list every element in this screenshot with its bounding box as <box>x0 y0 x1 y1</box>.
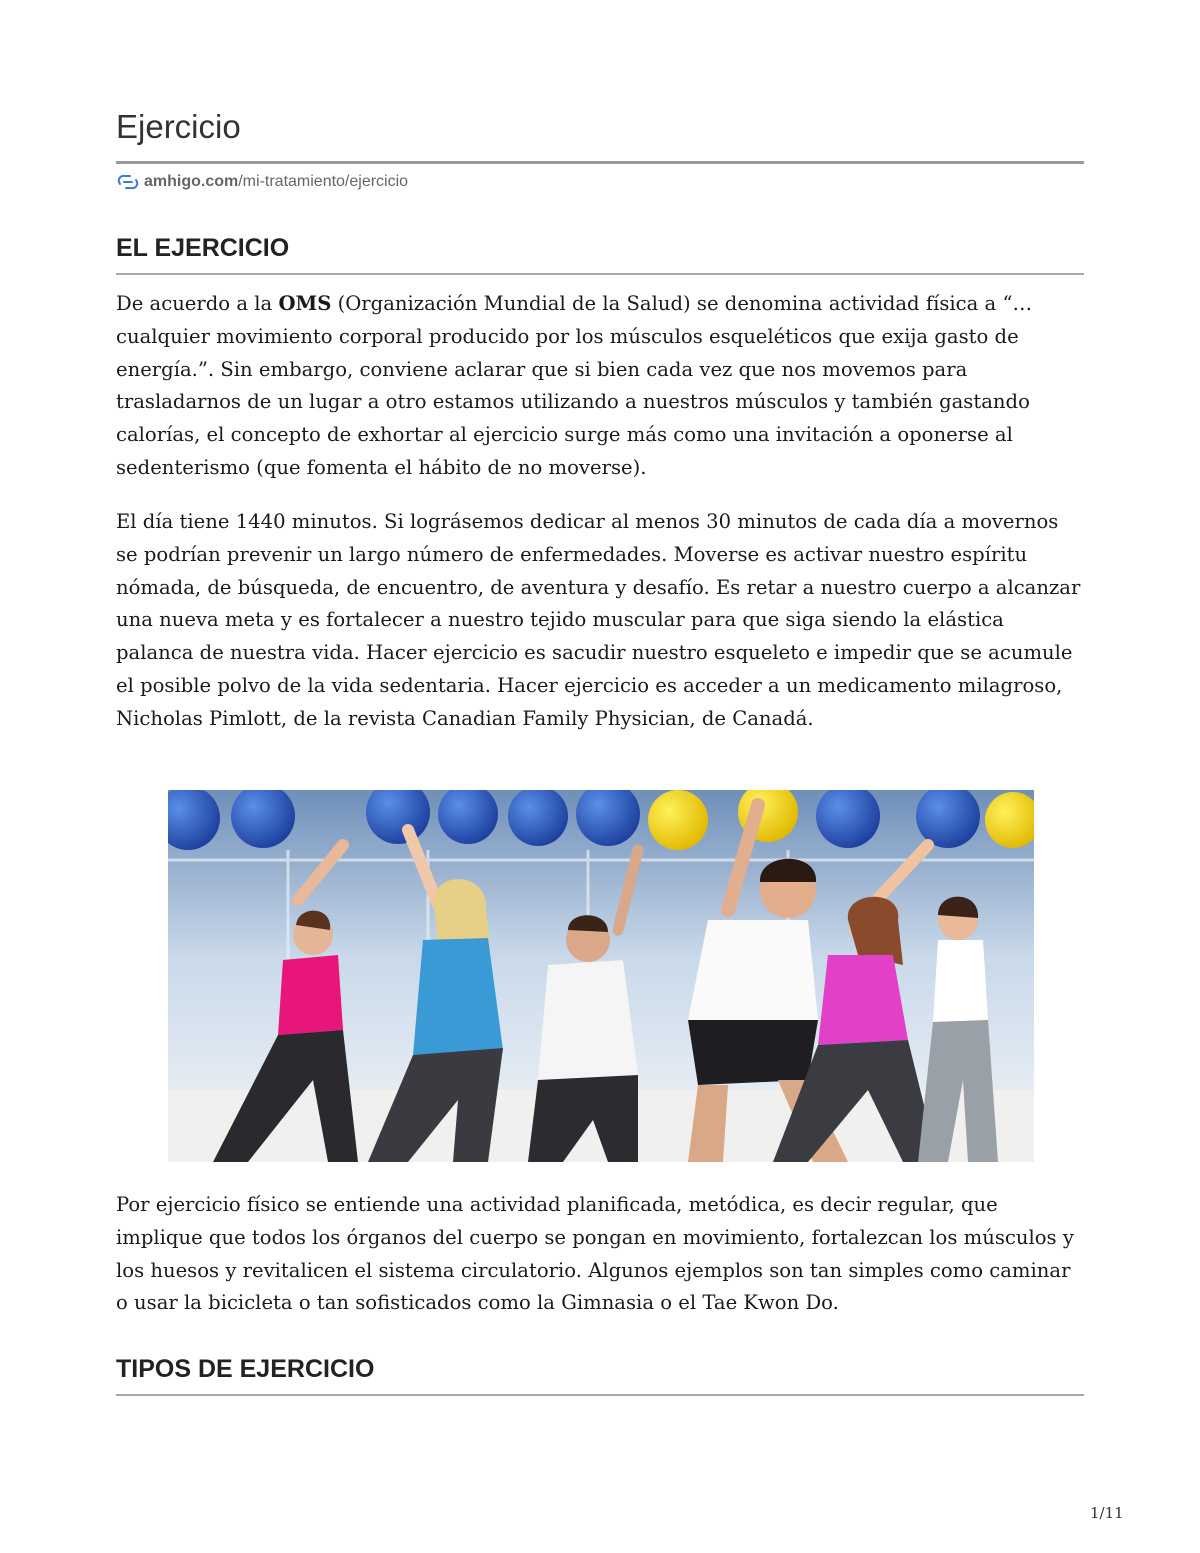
page-number: 1/11 <box>1090 1504 1124 1522</box>
paragraph-2: El día tiene 1440 minutos. Si lográsemos dedicar al menos 30 minutos de cada día a movernos se podrían prevenir un largo número de enfermedades. Moverse es activar nuestro espíritu nómada, de búsqueda, de encuentro, de aventura y desafío. Es retar a nuestro cuerpo a alcanzar una nueva meta y es fortalecer a nuestro tejido muscular para que siga siendo la elástica palanca de nuestra vida. Hacer ejercicio es sacudir nuestro esqueleto e impedir que se acumule el posible polvo de la vida sedentaria. Hacer ejercicio es acceder a un medicamento milagroso, Nicholas Pimlott, de la revista Canadian Family Physician, de Canadá. <box>116 510 1081 730</box>
section-divider-2 <box>116 1394 1084 1396</box>
paragraph-1 <box>116 288 1084 485</box>
source-path: /mi-tratamiento/ejercicio <box>238 173 409 190</box>
section-heading-ejercicio: EL EJERCICIO <box>116 234 290 262</box>
title-divider <box>116 161 1084 164</box>
link-icon <box>116 172 140 192</box>
paragraph-1-text-a: De acuerdo a la <box>116 292 279 315</box>
paragraph-3: Por ejercicio físico se entiende una actividad planificada, metódica, es decir regular, que implique que todos los órganos del cuerpo se pongan en movimiento, fortalezcan los músculos y los huesos y revitalicen el sistema circulatorio. Algunos ejemplos son tan simples como caminar o usar la bicicleta o tan sofisticados como la Gimnasia o el Tae Kwon Do. <box>116 1193 1074 1315</box>
paragraph-1-text-b: (Organización Mundial de la Salud) se denomina actividad física a “… cualquier movimiento corporal producido por los músculos esqueléticos que exija gasto de energía.”. Sin embargo, conviene aclarar que si bien cada vez que nos movemos para trasladarnos de un lugar a otro estamos utilizando a nuestros músculos y también gastando calorías, el concepto de exhortar al ejercicio surge más como una invitación a oponerse al sedenterismo (que fomenta el hábito de no moverse). <box>116 292 1033 479</box>
exercise-class-photo <box>168 790 1034 1162</box>
source-link[interactable] <box>116 172 408 192</box>
section-heading-tipos: TIPOS DE EJERCICIO <box>116 1355 375 1383</box>
source-domain: amhigo.com <box>144 173 239 190</box>
page-title: Ejercicio <box>116 108 241 145</box>
section-divider <box>116 273 1084 275</box>
oms-bold: OMS <box>278 292 332 315</box>
